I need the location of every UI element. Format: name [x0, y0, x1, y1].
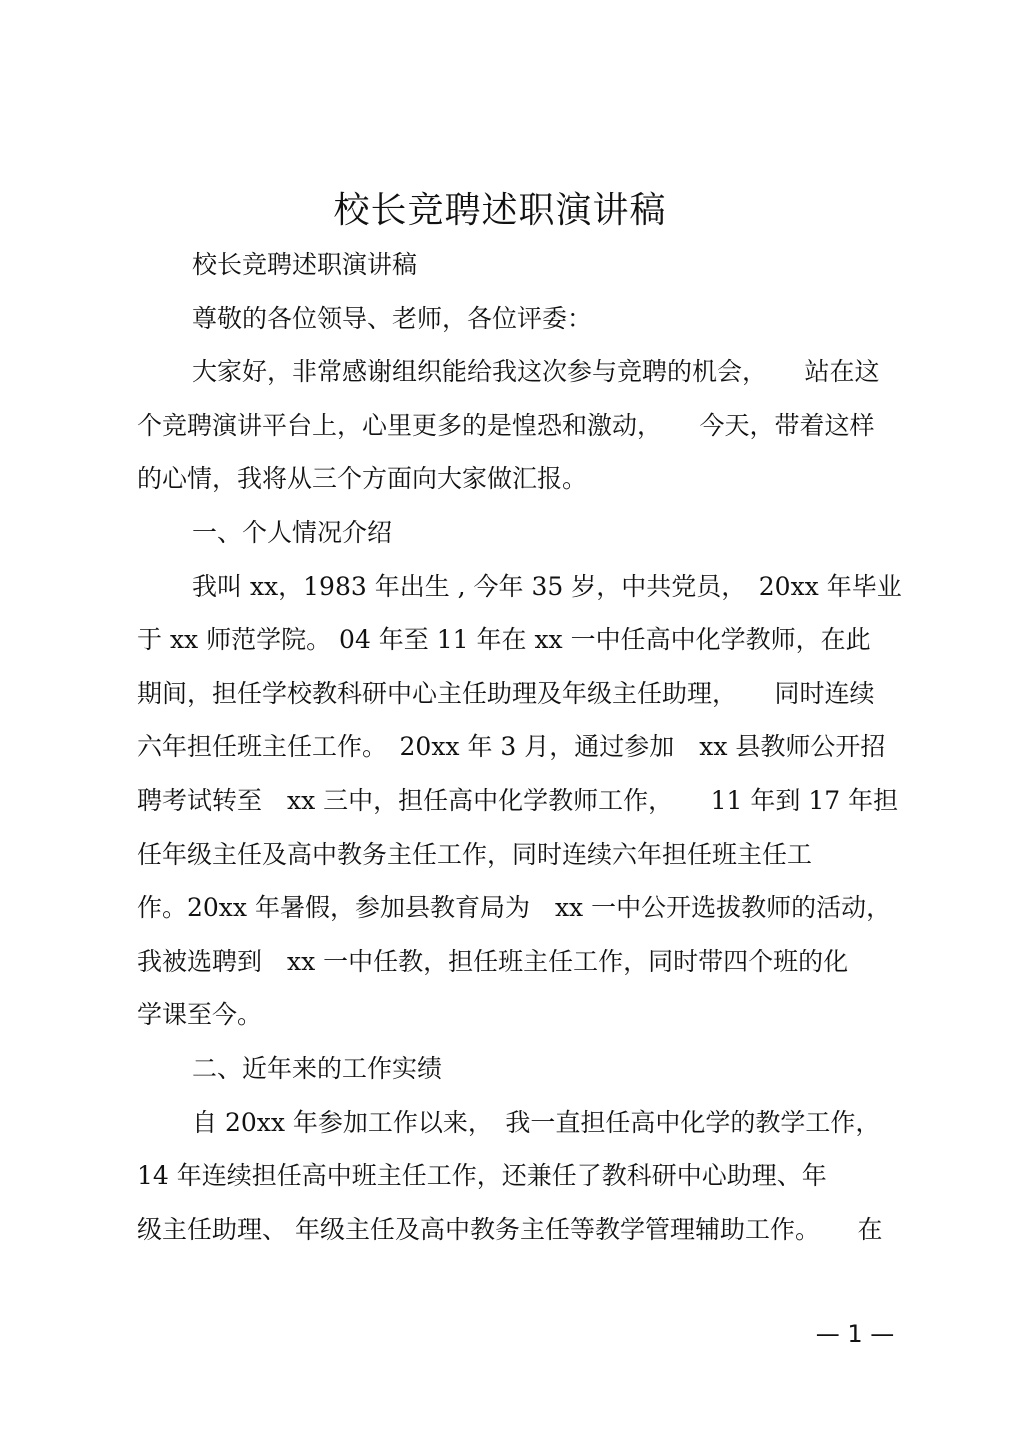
subtitle-line: 校长竞聘述职演讲稿 — [192, 250, 418, 279]
body-line: 级主任助理、 年级主任及高中教务主任等教学管理辅助工作。 在 — [137, 1215, 883, 1244]
section-heading: 二、近年来的工作实绩 — [192, 1054, 443, 1083]
body-line: 我叫 xx，1983 年出生 , 今年 35 岁，中共党员， 20xx 年毕业 — [192, 572, 902, 601]
body-line: 学课至今。 — [137, 1000, 263, 1029]
document-title: 校长竞聘述职演讲稿 — [333, 190, 667, 231]
body-line: 14 年连续担任高中班主任工作，还兼任了教科研中心助理、年 — [137, 1161, 827, 1190]
body-line: 作。20xx 年暑假，参加县教育局为 xx 一中公开选拔教师的活动， — [137, 893, 892, 922]
body-line: 的心情，我将从三个方面向大家做汇报。 — [137, 464, 588, 493]
body-line: 于 xx 师范学院。 04 年至 11 年在 xx 一中任高中化学教师，在此 — [137, 625, 871, 654]
body-line: 我被选聘到 xx 一中任教，担任班主任工作，同时带四个班的化 — [137, 947, 849, 976]
body-line: 个竞聘演讲平台上，心里更多的是惶恐和激动， 今天，带着这样 — [137, 411, 875, 440]
page-number: — 1 — — [815, 1320, 895, 1348]
body-line: 大家好，非常感谢组织能给我这次参与竞聘的机会， 站在这 — [192, 357, 880, 386]
body-line: 期间，担任学校教科研中心主任助理及年级主任助理， 同时连续 — [137, 679, 875, 708]
body-line: 聘考试转至 xx 三中，担任高中化学教师工作， 11 年到 17 年担 — [137, 786, 899, 815]
body-line: 任年级主任及高中教务主任工作，同时连续六年担任班主任工 — [137, 840, 813, 869]
body-line: 自 20xx 年参加工作以来， 我一直担任高中化学的教学工作， — [192, 1108, 881, 1137]
section-heading: 一、个人情况介绍 — [192, 518, 393, 547]
salutation-line: 尊敬的各位领导、老师，各位评委： — [192, 304, 593, 333]
body-line: 六年担任班主任工作。 20xx 年 3 月，通过参加 xx 县教师公开招 — [137, 732, 886, 761]
